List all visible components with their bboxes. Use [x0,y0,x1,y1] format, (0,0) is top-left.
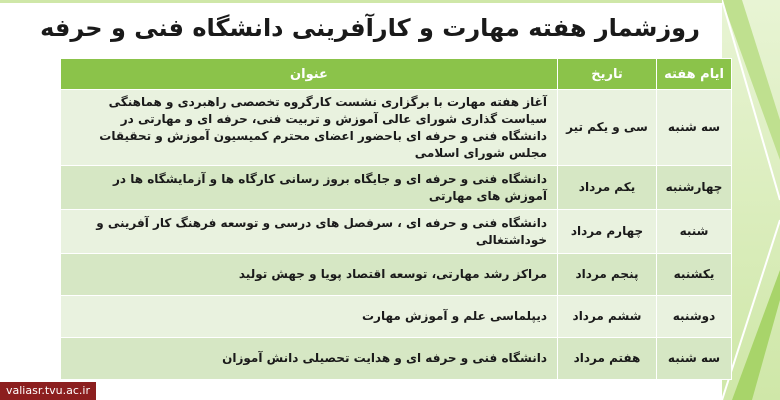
top-accent-line [0,0,722,3]
cell-date: ششم مرداد [558,296,657,338]
header-topic: عنوان [61,59,558,90]
cell-topic: دانشگاه فنی و حرفه ای و هدایت تحصیلی دانش آموزان [61,338,558,380]
table-row [61,210,732,254]
cell-date: یکم مرداد [558,166,657,210]
cell-day: دوشنبه [657,296,732,338]
cell-date: هفتم مرداد [558,338,657,380]
cell-day: سه شنبه [657,338,732,380]
table-row [61,338,732,380]
table-row [61,90,732,166]
header-date: تاریخ [558,59,657,90]
cell-day: یکشنبه [657,254,732,296]
cell-topic: دانشگاه فنی و حرفه ای و جایگاه بروز رسانی کارگاه ها و آزمایشگاه ها در آموزش های مهارتی [61,166,558,210]
page-title: روزشمار هفته مهارت و کارآفرینی دانشگاه فنی و حرفه [40,14,700,42]
table-header-row [61,59,732,90]
cell-day: چهارشنبه [657,166,732,210]
schedule-table [60,58,732,380]
table-row [61,296,732,338]
cell-day: شنبه [657,210,732,254]
cell-date: پنجم مرداد [558,254,657,296]
table-row [61,254,732,296]
site-watermark: valiasr.tvu.ac.ir [0,382,96,400]
header-day: ایام هفته [657,59,732,90]
cell-date: سی و یکم تیر [558,90,657,166]
cell-topic: دیپلماسی علم و آموزش مهارت [61,296,558,338]
cell-day: سه شنبه [657,90,732,166]
cell-topic: آغاز هفته مهارت با برگزاری نشست کارگروه تخصصی راهبردی و هماهنگی سیاست گذاری شورای عالی آموزش و تربیت فنی، حرفه ای و مهارتی در دانشگاه فنی و حرفه ای باحضور اعضای محترم کمیسیون آموزش و تحقیقات مجلس شورای اسلامی [61,90,558,166]
cell-date: چهارم مرداد [558,210,657,254]
table-row [61,166,732,210]
cell-topic: دانشگاه فنی و حرفه ای ، سرفصل های درسی و توسعه فرهنگ کار آفرینی و خوداشتغالی [61,210,558,254]
cell-topic: مراکز رشد مهارتی، توسعه اقتصاد پویا و جهش تولید [61,254,558,296]
